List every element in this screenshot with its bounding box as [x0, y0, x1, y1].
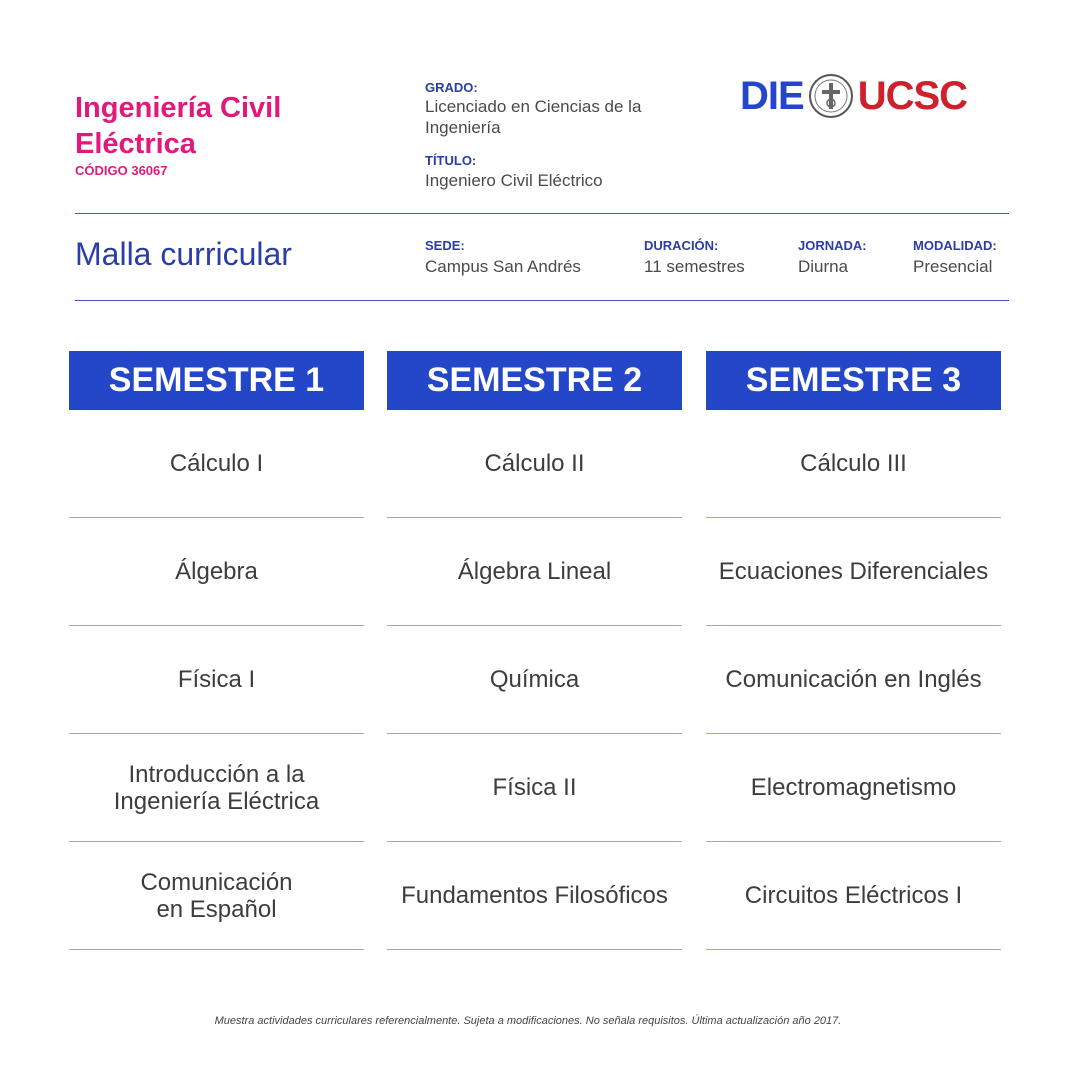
course-item: Introducción a la Ingeniería Eléctrica: [69, 734, 364, 842]
course-item: Álgebra Lineal: [387, 518, 682, 626]
malla-title: Malla curricular: [75, 236, 292, 272]
course-item: Comunicación en Inglés: [706, 626, 1001, 734]
duracion-value: 11 semestres: [644, 257, 745, 276]
semester-column-1: [69, 351, 364, 950]
course-item: Circuitos Eléctricos I: [706, 842, 1001, 950]
course-item: Física II: [387, 734, 682, 842]
course-item: Electromagnetismo: [706, 734, 1001, 842]
meta-sede: [425, 238, 581, 277]
footnote: Muestra actividades curriculares referencialmente. Sujeta a modificaciones. No señala requisitos. Última actualización año 2017.: [214, 1015, 842, 1027]
course-item: Comunicación en Español: [69, 842, 364, 950]
course-item: Fundamentos Filosóficos: [387, 842, 682, 950]
semester-header: SEMESTRE 1: [69, 351, 364, 410]
semester-header: SEMESTRE 3: [706, 351, 1001, 410]
modalidad-value: Presencial: [913, 257, 993, 276]
course-item: Química: [387, 626, 682, 734]
logo-die-text: DIE: [740, 73, 804, 118]
titulo-value: Ingeniero Civil Eléctrico: [425, 171, 603, 190]
meta-divider: [75, 300, 1009, 301]
semester-column-2: [387, 351, 682, 950]
modalidad-label: MODALIDAD:: [913, 238, 997, 253]
grado-label: GRADO:: [425, 80, 478, 95]
course-item: Álgebra: [69, 518, 364, 626]
meta-jornada: [798, 238, 867, 277]
semester-column-3: [706, 351, 1001, 950]
titulo-label: TÍTULO:: [425, 153, 477, 168]
logo-ucsc-text: UCSC: [857, 73, 968, 118]
course-item: Ecuaciones Diferenciales: [706, 518, 1001, 626]
jornada-value: Diurna: [798, 257, 849, 276]
sede-value: Campus San Andrés: [425, 257, 581, 276]
course-item: Cálculo II: [387, 410, 682, 518]
course-item: Física I: [69, 626, 364, 734]
grado-value: Licenciado en Ciencias de la Ingeniería: [425, 97, 642, 137]
semester-header: SEMESTRE 2: [387, 351, 682, 410]
meta-modalidad: [913, 238, 997, 277]
course-item: Cálculo III: [706, 410, 1001, 518]
header-divider: [75, 213, 1009, 214]
course-item: Cálculo I: [69, 410, 364, 518]
program-title: Ingeniería Civil Eléctrica: [75, 92, 282, 160]
duracion-label: DURACIÓN:: [644, 238, 719, 253]
jornada-label: JORNADA:: [798, 238, 867, 253]
meta-duracion: [644, 238, 745, 277]
sede-label: SEDE:: [425, 238, 465, 253]
die-ucsc-logo: [740, 66, 967, 126]
program-code: CÓDIGO 36067: [75, 163, 168, 178]
university-seal-icon: [808, 73, 854, 119]
